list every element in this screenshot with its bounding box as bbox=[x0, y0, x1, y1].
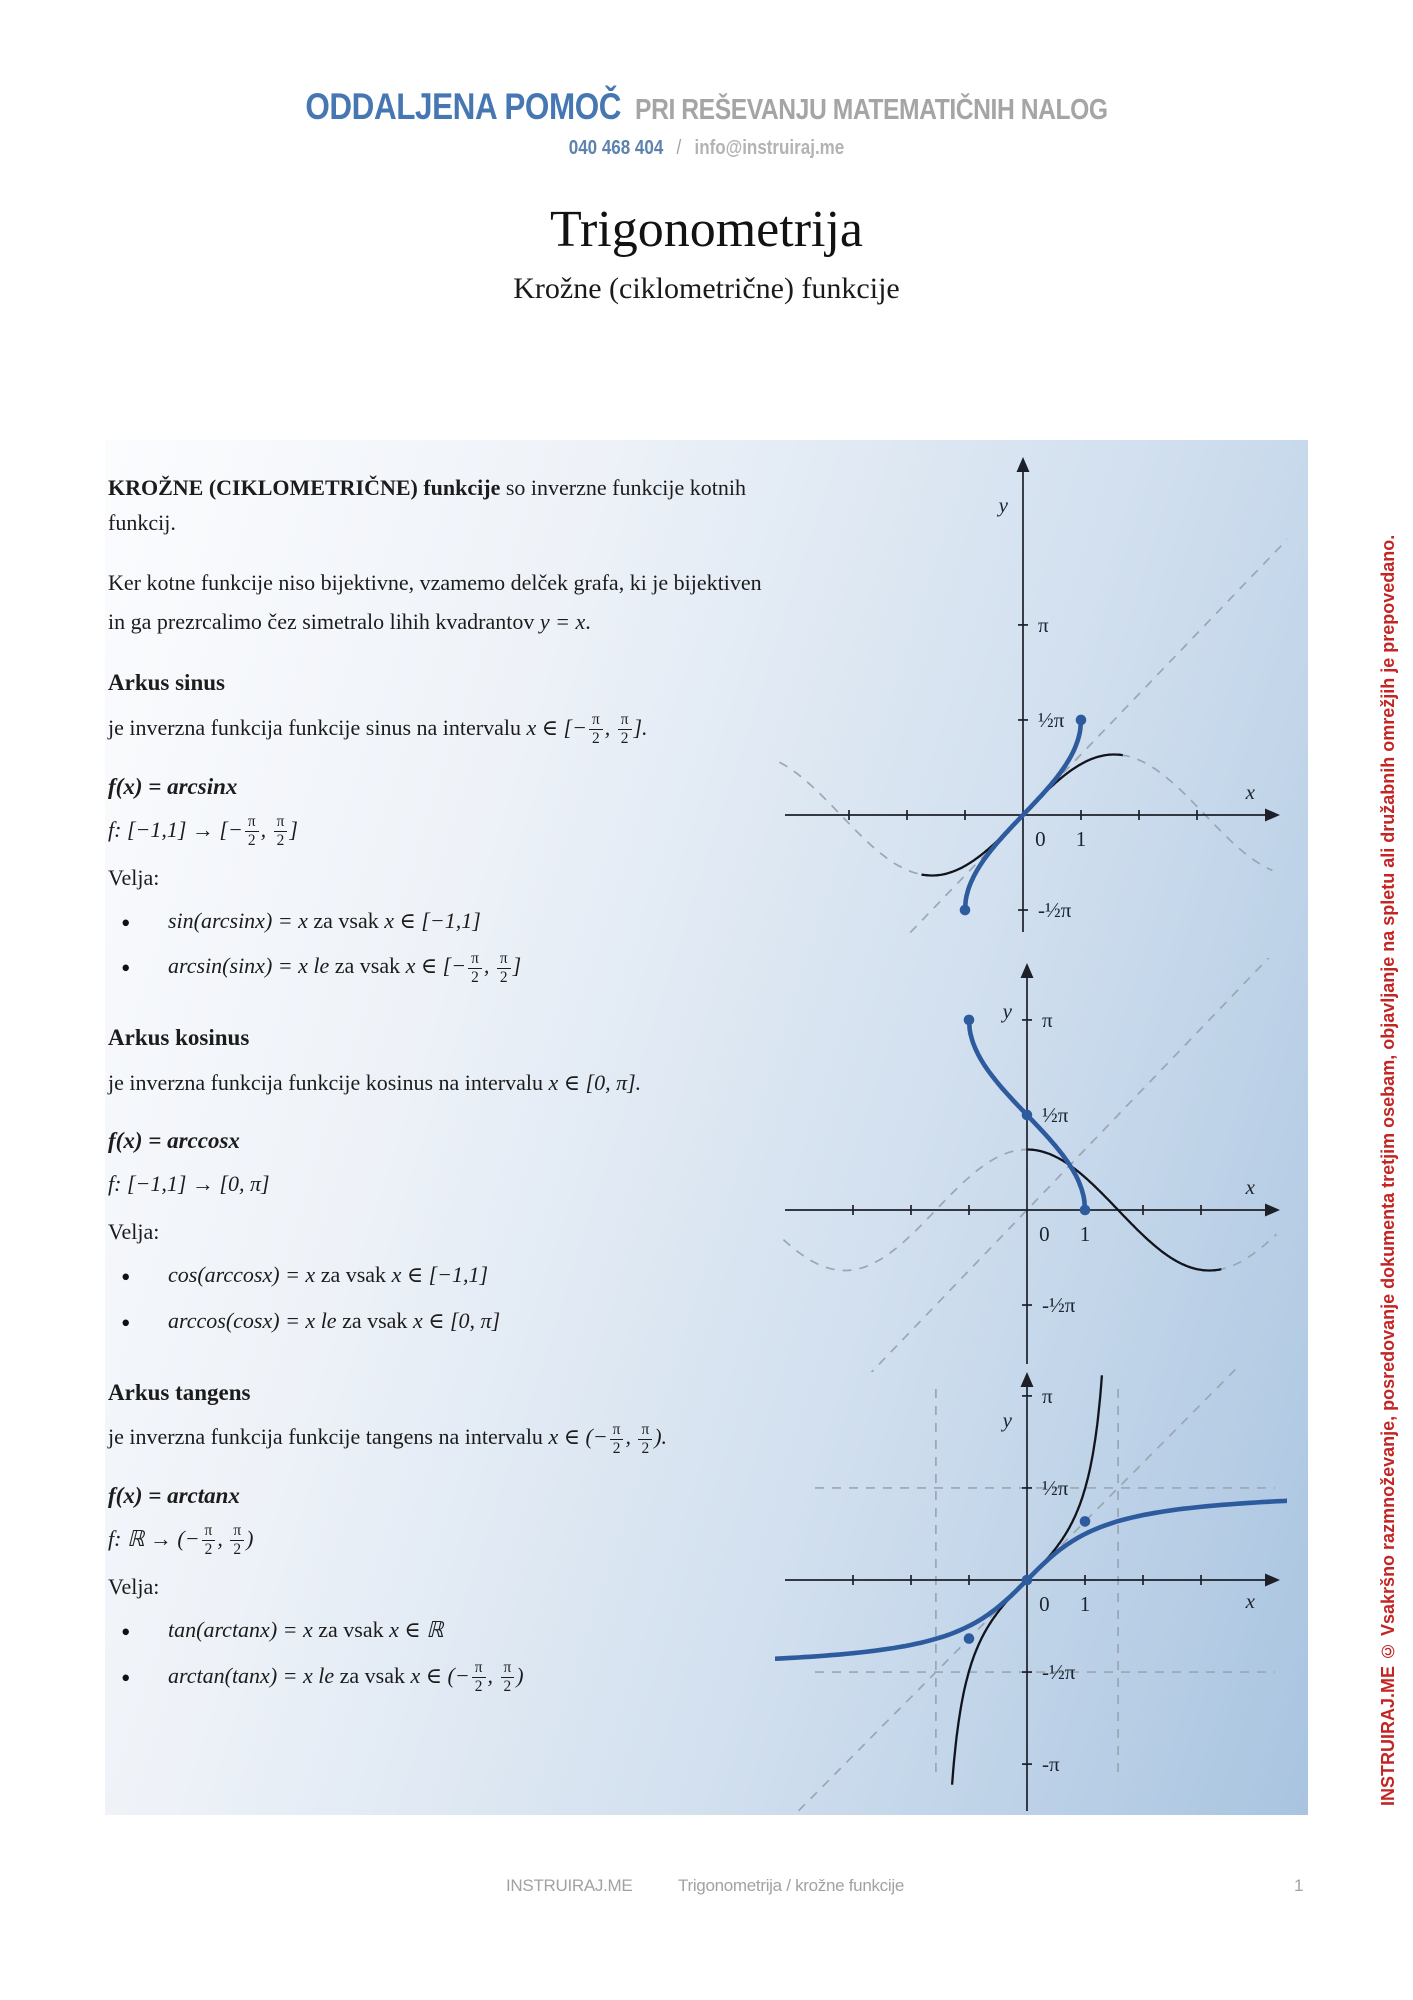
svg-text:-π: -π bbox=[1042, 1752, 1060, 1777]
bullet-cond: x ∈ ℝ bbox=[389, 1617, 444, 1643]
desc-prefix: je inverzna funkcija funkcije kosinus na intervalu bbox=[108, 1069, 549, 1095]
bullet-eq: sin(arcsinx) = x bbox=[168, 907, 308, 933]
section-desc-arctan bbox=[108, 1416, 780, 1458]
list-item bbox=[108, 901, 780, 941]
svg-text:x: x bbox=[1245, 1589, 1255, 1613]
arctan-graph bbox=[775, 1365, 1287, 1815]
svg-text:1: 1 bbox=[1075, 827, 1087, 851]
page-title: Trigonometrija bbox=[550, 201, 863, 258]
svg-text:½π: ½π bbox=[1042, 1475, 1069, 1500]
intro-math: y = x bbox=[539, 608, 586, 634]
bullet-eq: tan(arctanx) = x bbox=[168, 1617, 313, 1643]
domain-arccos: f: [−1,1] → [0, π] bbox=[108, 1171, 270, 1197]
svg-text:1: 1 bbox=[1079, 1222, 1091, 1246]
svg-text:y: y bbox=[998, 493, 1008, 517]
desc-math: x ∈ [− $\frac{\pi}{2}$ , $\frac{\pi}{2}$ ]. bbox=[526, 711, 648, 748]
formula-arctan: f(x) = arctanx bbox=[108, 1483, 240, 1509]
desc-math: x ∈ [0, π]. bbox=[548, 1069, 642, 1095]
bullet-mid: za vsak bbox=[315, 1262, 392, 1288]
phone-number: 040 468 404 bbox=[568, 137, 664, 159]
velja-label: Velja: bbox=[108, 864, 160, 890]
list-item bbox=[108, 1255, 780, 1295]
email-address: info@instruiraj.me bbox=[694, 137, 845, 159]
letterhead bbox=[0, 86, 1413, 160]
svg-text:0: 0 bbox=[1039, 1222, 1050, 1246]
svg-text:½π: ½π bbox=[1038, 707, 1065, 732]
bullet-mid: za vsak bbox=[307, 907, 385, 933]
domain-arcsin: f: [−1,1] → [− $\frac{\pi}{2}$ , $\frac{\pi}{2}$ ] bbox=[108, 812, 298, 850]
brand-line bbox=[106, 86, 1307, 128]
domain-arctan: f: ℝ → (− $\frac{\pi}{2}$ , $\frac{\pi}{2}$ ) bbox=[108, 1522, 254, 1559]
property-list-arcsin bbox=[108, 901, 780, 986]
bullet-mid: za vsak bbox=[336, 1308, 413, 1334]
svg-text:π: π bbox=[1042, 1383, 1053, 1408]
bullet-eq: arctan(tanx) = x le bbox=[168, 1662, 335, 1688]
page-subtitle: Krožne (ciklometrične) funkcije bbox=[513, 272, 900, 305]
intro-line2: in ga prezrcalimo čez simetralo lihih kvadrantov bbox=[108, 608, 540, 634]
intro-lead-bold: KROŽNE (CIKLOMETRIČNE) funkcije bbox=[108, 475, 501, 500]
bullet-cond: x ∈ [−1,1] bbox=[391, 1262, 489, 1288]
svg-text:-½π: -½π bbox=[1042, 1660, 1076, 1685]
list-item bbox=[108, 946, 780, 986]
footer-page-number: 1 bbox=[1294, 1876, 1304, 1895]
footer-site: INSTRUIRAJ.ME bbox=[506, 1876, 633, 1895]
arcsin-graph bbox=[775, 450, 1287, 938]
svg-text:-½π: -½π bbox=[1042, 1293, 1076, 1318]
bullet-eq: cos(arccosx) = x bbox=[168, 1262, 316, 1288]
section-heading-arcsin: Arkus sinus bbox=[108, 670, 225, 696]
bullet-mid: za vsak bbox=[334, 1662, 411, 1688]
section-desc-arccos bbox=[108, 1062, 780, 1104]
svg-text:0: 0 bbox=[1035, 827, 1046, 851]
desc-prefix: je inverzna funkcija funkcije tangens na intervalu bbox=[108, 1424, 549, 1450]
intro-paragraph bbox=[108, 564, 780, 641]
intro-lead-rest: so inverzne funkcije kotnih funkcij. bbox=[108, 475, 746, 536]
bullet-cond: x ∈ [− $\frac{\pi}{2}$ , $\frac{\pi}{2}$ ] bbox=[405, 949, 522, 986]
svg-text:y: y bbox=[1002, 999, 1012, 1023]
svg-text:x: x bbox=[1245, 1175, 1255, 1199]
velja-label: Velja: bbox=[108, 1573, 160, 1599]
footer-doc-title: Trigonometrija / krožne funkcije bbox=[678, 1876, 904, 1895]
velja-label: Velja: bbox=[108, 1219, 160, 1245]
list-item bbox=[108, 1301, 780, 1341]
svg-text:π: π bbox=[1038, 612, 1049, 637]
contact-line bbox=[106, 137, 1307, 160]
bullet-cond: x ∈ [0, π] bbox=[412, 1308, 501, 1334]
brand-name: ODDALJENA POMOČ bbox=[305, 86, 622, 127]
bullet-mid: za vsak bbox=[329, 953, 406, 979]
svg-text:0: 0 bbox=[1039, 1592, 1050, 1616]
text-column bbox=[108, 470, 780, 1701]
list-item bbox=[108, 1656, 780, 1696]
section-desc-arcsin bbox=[108, 707, 780, 749]
bullet-mid: za vsak bbox=[312, 1617, 390, 1643]
bullet-eq: arccos(cosx) = x le bbox=[168, 1308, 337, 1334]
brand-tagline: PRI REŠEVANJU MATEMATIČNIH NALOG bbox=[635, 94, 1108, 126]
desc-prefix: je inverzna funkcija funkcije sinus na intervalu bbox=[108, 715, 527, 741]
intro-line1: Ker kotne funkcije niso bijektivne, vzamemo delček grafa, ki je bijektiven bbox=[108, 570, 762, 596]
intro-period: . bbox=[585, 608, 591, 634]
svg-text:x: x bbox=[1245, 780, 1255, 804]
svg-text:1: 1 bbox=[1079, 1592, 1091, 1616]
svg-text:y: y bbox=[1002, 1408, 1012, 1432]
intro-lead bbox=[108, 470, 780, 540]
svg-text:½π: ½π bbox=[1042, 1102, 1069, 1127]
bullet-cond: x ∈ [−1,1] bbox=[384, 907, 481, 933]
section-heading-arccos: Arkus kosinus bbox=[108, 1025, 250, 1051]
svg-text:π: π bbox=[1042, 1007, 1053, 1032]
section-heading-arctan: Arkus tangens bbox=[108, 1379, 251, 1405]
separator-slash: / bbox=[676, 137, 682, 159]
formula-arccos: f(x) = arccosx bbox=[108, 1128, 240, 1154]
bullet-cond: x ∈ (− $\frac{\pi}{2}$ , $\frac{\pi}{2}$ ) bbox=[410, 1658, 524, 1696]
formula-arcsin: f(x) = arcsinx bbox=[108, 773, 238, 799]
property-list-arccos bbox=[108, 1255, 780, 1340]
svg-text:-½π: -½π bbox=[1038, 898, 1072, 923]
arccos-graph bbox=[775, 958, 1287, 1372]
copyright-side-note: INSTRUIRAJ.ME © Vsakršno razmnoževanje, posredovanje dokumenta tretjim osebam, objavljanje na spletu ali družabnih omrežjih je prepovedano. bbox=[1378, 534, 1398, 1806]
bullet-eq: arcsin(sinx) = x le bbox=[168, 953, 330, 979]
property-list-arctan bbox=[108, 1610, 780, 1695]
desc-math: x ∈ (− $\frac{\pi}{2}$ , $\frac{\pi}{2}$ ). bbox=[548, 1420, 668, 1457]
list-item bbox=[108, 1610, 780, 1650]
